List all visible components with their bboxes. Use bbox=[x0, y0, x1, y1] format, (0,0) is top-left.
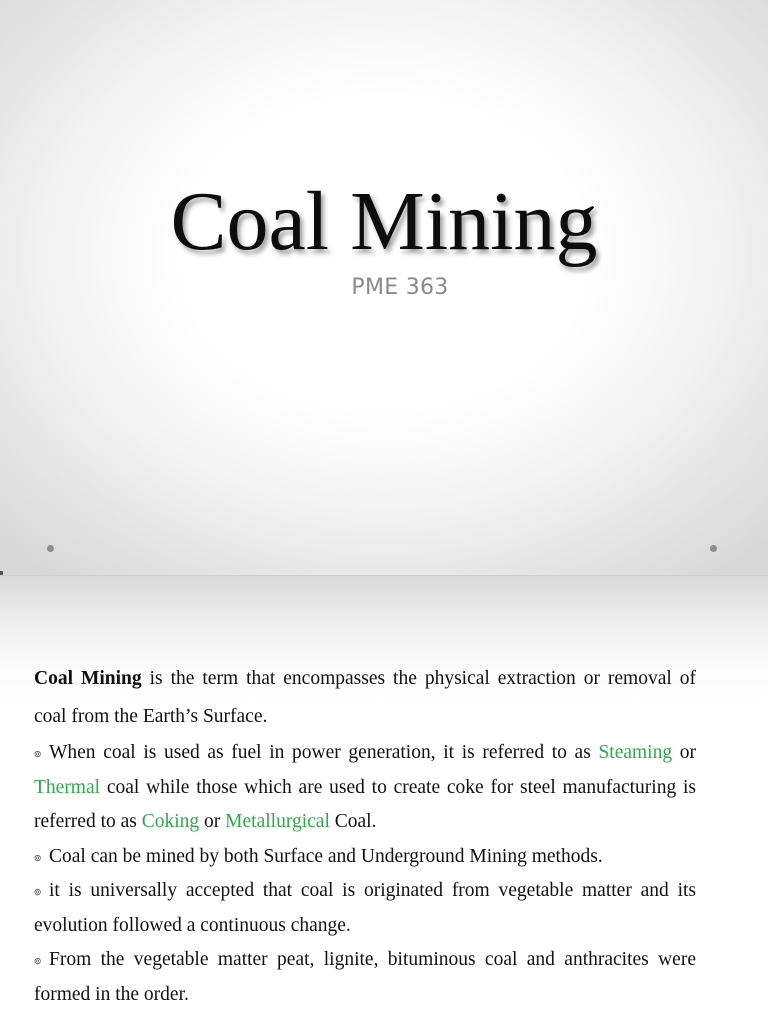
bullet-2-text: Coal can be mined by both Surface and Underground Mining methods. bbox=[49, 845, 603, 867]
slide-body bbox=[34, 660, 696, 1012]
bullet-3-text: it is universally accepted that coal is originated from vegetable matter and its evolution followed a continuous change. bbox=[34, 880, 696, 936]
intro-paragraph bbox=[34, 660, 696, 736]
spiral-bullet-icon: ๏ bbox=[34, 884, 42, 898]
bullet-item-4 bbox=[34, 943, 696, 1012]
bullet-1-text-c: coal while those which are used to create coke for steel manufacturing is referred to as bbox=[34, 776, 696, 832]
highlight-coking: Coking bbox=[141, 811, 200, 832]
intro-text: is the term that encompasses the physical extraction or removal of coal from the Earth’s Surface. bbox=[34, 668, 696, 727]
bullet-1-text-b: or bbox=[672, 742, 697, 763]
spiral-bullet-icon: ๏ bbox=[34, 953, 42, 967]
slide-edge-mark bbox=[0, 571, 3, 575]
slide-title: Coal Mining bbox=[170, 175, 598, 268]
intro-term: Coal Mining bbox=[34, 668, 142, 689]
bullet-item-3 bbox=[34, 874, 696, 943]
bullet-4-text: From the vegetable matter peat, lignite, bituminous coal and anthracites were formed in the order. bbox=[34, 949, 696, 1005]
slide-subtitle: PME 363 bbox=[351, 275, 449, 300]
bullet-1-text-a: When coal is used as fuel in power generation, it is referred to as bbox=[49, 742, 599, 763]
bullet-1-text-e: Coal. bbox=[329, 811, 377, 832]
spiral-bullet-icon: ๏ bbox=[34, 746, 42, 760]
highlight-steaming: Steaming bbox=[598, 742, 673, 763]
spiral-bullet-icon: ๏ bbox=[34, 849, 42, 864]
decorative-dot-left bbox=[47, 545, 54, 552]
bullet-item-1 bbox=[34, 736, 696, 840]
bullet-1-text-d: or bbox=[199, 811, 226, 832]
bullet-item-2 bbox=[34, 840, 696, 875]
decorative-dot-right bbox=[710, 545, 717, 552]
highlight-metallurgical: Metallurgical bbox=[225, 811, 330, 832]
highlight-thermal: Thermal bbox=[34, 776, 101, 798]
